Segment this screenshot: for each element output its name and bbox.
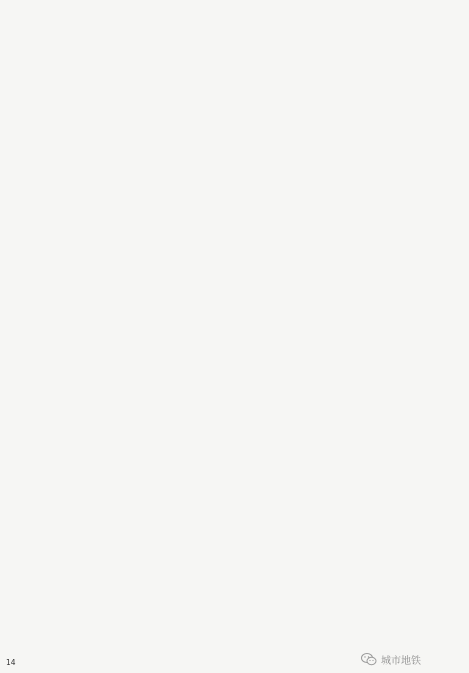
wechat-icon	[361, 653, 377, 666]
page-number: 14	[6, 658, 16, 667]
watermark-text: 城市地铁	[381, 655, 421, 667]
watermark	[361, 651, 421, 667]
